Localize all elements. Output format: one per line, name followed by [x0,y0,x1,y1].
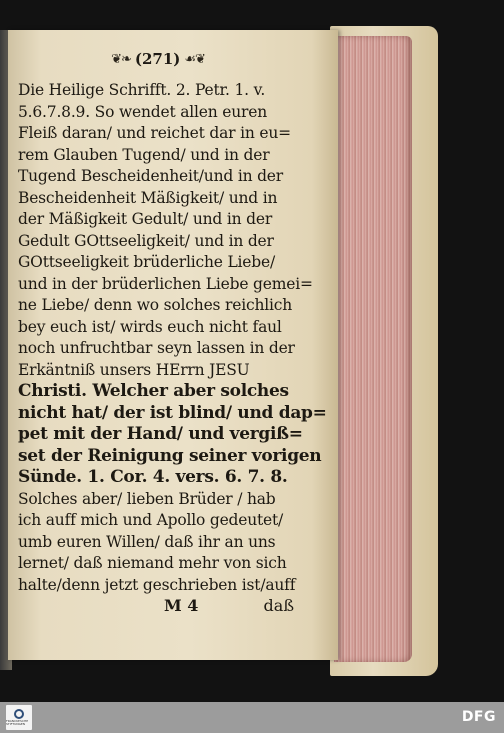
ornament-left-icon: ❦❧ [111,51,131,67]
page-text-block [18,80,327,596]
text-line: ich auff mich und Apollo gedeutet/ [18,511,284,529]
ornament-right-icon: ☙❦ [184,51,205,67]
page-footer-line [18,596,294,618]
text-line: Erkäntniß unsers HErrn JESU [18,360,250,379]
book-page [8,30,338,660]
text-line: Christi. Welcher aber solches [18,381,289,401]
text-line: rem Glauben Tugend/ und in der [18,145,270,164]
francke-emblem-icon [14,709,24,719]
text-line: ne Liebe/ denn wo solches reichlich [18,296,293,314]
dfg-logo[interactable]: DFG [461,709,496,725]
text-line: nicht hat/ der ist blind/ und dap= [18,402,327,423]
text-line: GOttseeligkeit brüderliche Liebe/ [18,253,275,271]
text-line: Die Heilige Schrifft. 2. Petr. 1. v. [18,81,266,99]
francke-logo-text: FRANCKESCHE STIFTUNGEN [6,719,29,726]
text-line: Bescheidenheit Mäßigkeit/ und in [18,188,278,207]
text-line: umb euren Willen/ daß ihr an uns [18,532,276,551]
page-number: (271) [134,50,181,68]
text-line: set der Reinigung seiner vorigen [18,445,322,466]
text-line: pet mit der Hand/ und vergiß= [18,424,303,444]
text-line: Tugend Bescheidenheit/und in der [18,167,283,185]
text-line: halte/denn jetzt geschrieben ist/auff [18,575,296,594]
text-line: noch unfruchtbar seyn lassen in der [18,339,295,357]
page-fore-edge [334,36,412,662]
text-line: bey euch ist/ wirds euch nicht faul [18,317,282,336]
text-line: Fleiß daran/ und reichet dar in eu= [18,124,291,142]
text-line: und in der brüderlichen Liebe gemei= [18,274,313,293]
text-line: der Mäßigkeit Gedult/ und in der [18,210,273,228]
catchword: daß [263,596,294,615]
francke-logo[interactable] [6,705,32,730]
text-line: lernet/ daß niemand mehr von sich [18,554,287,572]
text-line: Sünde. 1. Cor. 4. vers. 6. 7. 8. [18,467,288,487]
page-header [98,48,218,70]
text-line: 5.6.7.8.9. So wendet allen euren [18,102,267,121]
viewer-footer-bar [0,702,504,733]
text-line: Solches aber/ lieben Brüder / hab [18,489,276,508]
text-line: Gedult GOttseeligkeit/ und in der [18,231,274,250]
signature-mark: M 4 [164,596,199,615]
